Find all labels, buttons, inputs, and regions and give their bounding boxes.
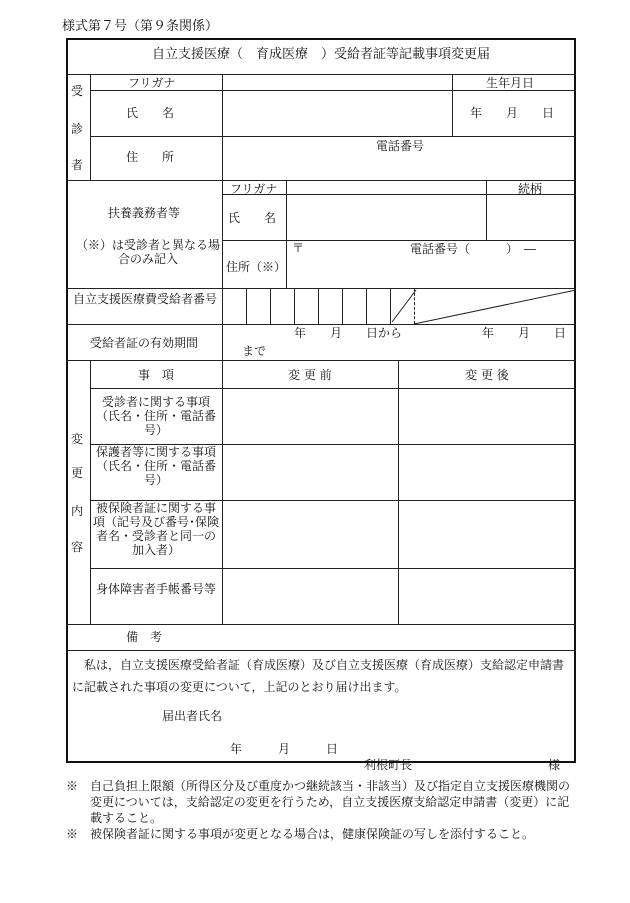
changes-header-before: 変 更 前 <box>288 368 332 382</box>
applicant-label: 届出者氏名 <box>162 709 223 723</box>
recipient-number-diagonal <box>390 288 576 324</box>
note-1: ※ 自己負担上限額（所得区分及び重度かつ継続該当・非該当）及び指定自立支援医療機関の変更については，支給認定の変更を行うため，自立支援医療支給認定申請書（変更）に記載すること。 <box>66 779 571 825</box>
guardian-postal-mark: 〒 <box>292 241 305 255</box>
guardian-relation-label: 続柄 <box>518 182 543 196</box>
changes-label-4: 容 <box>71 540 84 554</box>
patient-label-2: 診 <box>71 122 84 136</box>
guardian-phone-label: 電話番号（ ） ― <box>410 242 537 256</box>
remarks-label: 備 考 <box>125 630 162 644</box>
changes-label-1: 変 <box>71 432 84 446</box>
changes-label-2: 更 <box>71 466 84 480</box>
changes-header-after: 変 更 後 <box>465 368 509 382</box>
patient-label-1: 受 <box>71 84 84 98</box>
note-2: ※ 被保険者証に関する事項が変更となる場合は，健康保険証の写しを添付すること。 <box>66 827 535 841</box>
patient-phone-label: 電話番号 <box>376 139 425 153</box>
validity-until: まで <box>242 344 267 358</box>
changes-label-3: 内 <box>71 504 84 518</box>
changes-header-item: 事 項 <box>137 368 174 382</box>
validity-from: 年 月 日から <box>294 326 403 340</box>
form-number: 様式第７号（第９条関係） <box>62 19 219 34</box>
recipient-name: 利根町長 <box>364 758 413 772</box>
patient-birth-label: 生年月日 <box>486 76 535 90</box>
patient-birth-ymd: 年 月 日 <box>470 106 555 120</box>
declaration-text: 私は，自立支援医療受給者証（育成医療）及び自立支援医療（育成医療）支給認定申請書に記載された事項の変更について，上記のとおり届け出ます。 <box>72 658 565 694</box>
guardian-label: 扶養義務者等 <box>107 206 180 220</box>
validity-to: 年 月 日 <box>482 326 567 340</box>
patient-address-label: 住 所 <box>126 150 175 164</box>
validity-label: 受給者証の有効期間 <box>89 336 198 350</box>
patient-furigana-label: フリガナ <box>128 76 176 90</box>
recipient-number-label: 自立支援医療費受給者番号 <box>72 292 217 306</box>
patient-label-3: 者 <box>71 158 84 172</box>
change-row-insurance: 被保険者証に関する事項（記号及び番号･保険者名・受診者と同一の加入者） <box>92 501 219 557</box>
guardian-name-label: 氏 名 <box>228 211 277 225</box>
guardian-furigana-label: フリガナ <box>230 182 278 196</box>
patient-name-label: 氏 名 <box>126 106 175 120</box>
form-title: 自立支援医療（ 育成医療 ）受給者証等記載事項変更届 <box>151 47 490 62</box>
change-row-guardian: 保護者等に関する事項（氏名・住所・電話番号） <box>95 445 216 487</box>
guardian-address-label: 住所（※） <box>226 260 287 274</box>
guardian-note: （※）は受診者と異なる場合のみ記入 <box>75 238 220 266</box>
change-row-patient: 受診者に関する事項（氏名・住所・電話番号） <box>95 395 216 437</box>
honorific: 様 <box>548 758 561 772</box>
change-row-disability: 身体障害者手帳番号等 <box>95 582 216 596</box>
date-text: 年 月 日 <box>230 742 339 756</box>
